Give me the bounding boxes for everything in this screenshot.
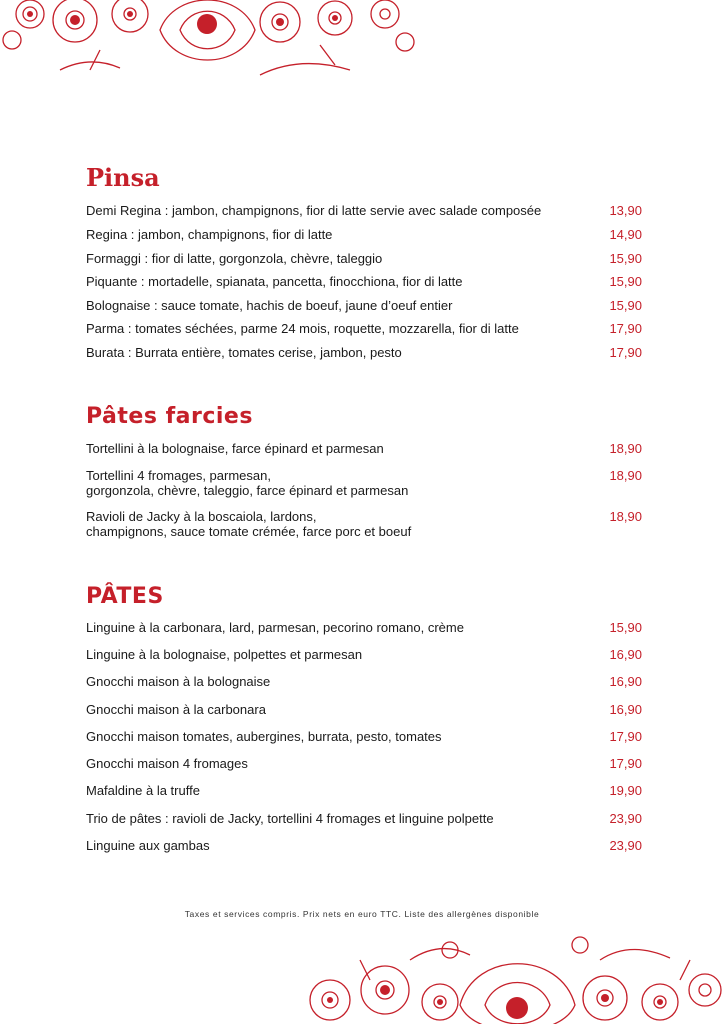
menu-item-description: Demi Regina : jambon, champignons, fior di latte servie avec salade composée: [86, 203, 542, 218]
menu-item-description: Burata : Burrata entière, tomates cerise, jambon, pesto: [86, 345, 402, 360]
menu-item-description: Parma : tomates séchées, parme 24 mois, roquette, mozzarella, fior di latte: [86, 321, 519, 336]
footer-note: Taxes et services compris. Prix nets en euro TTC. Liste des allergènes disponible: [184, 909, 540, 919]
section-title-pates-farcies: Pâtes farcies: [86, 404, 253, 429]
menu-item-description: Mafaldine à la truffe: [86, 783, 200, 798]
menu-item-description: Bolognaise : sauce tomate, hachis de boeuf, jaune d’oeuf entier: [86, 298, 453, 313]
menu-item-description: Tortellini 4 fromages, parmesan, gorgonzola, chèvre, taleggio, farce épinard et parmesan: [86, 468, 409, 498]
menu-item-description: Linguine aux gambas: [86, 838, 210, 853]
section-title-pates: PÂTES: [86, 584, 164, 609]
menu-item-description: Linguine à la carbonara, lard, parmesan, pecorino romano, crème: [86, 620, 464, 635]
menu-item-price: 15,90: [609, 298, 642, 313]
menu-item-description: Gnocchi maison tomates, aubergines, burrata, pesto, tomates: [86, 729, 442, 744]
menu-item-price: 16,90: [609, 674, 642, 689]
menu-item-price: 18,90: [609, 441, 642, 456]
menu-item-price: 18,90: [609, 468, 642, 483]
menu-item-price: 15,90: [609, 251, 642, 266]
menu-item-price: 17,90: [609, 321, 642, 336]
menu-item-price: 13,90: [609, 203, 642, 218]
menu-item-price: 15,90: [609, 274, 642, 289]
menu-item-description: Linguine à la bolognaise, polpettes et parmesan: [86, 647, 363, 662]
menu-item-description: Tortellini à la bolognaise, farce épinard et parmesan: [86, 441, 384, 456]
menu-item-description: Formaggi : fior di latte, gorgonzola, chèvre, taleggio: [86, 251, 383, 266]
menu-item-description: Ravioli de Jacky à la boscaiola, lardons, champignons, sauce tomate crémée, farce porc et boeuf: [86, 509, 412, 539]
menu-item-price: 16,90: [609, 702, 642, 717]
menu-item-description: Regina : jambon, champignons, fior di latte: [86, 227, 333, 242]
menu-item-price: 18,90: [609, 509, 642, 524]
menu-item-price: 23,90: [609, 811, 642, 826]
floral-border-icon: [0, 0, 420, 90]
menu-item-price: 17,90: [609, 756, 642, 771]
section-title-pinsa: Pinsa: [86, 163, 160, 192]
menu-item-description: Gnocchi maison à la carbonara: [86, 702, 266, 717]
menu-item-description: Trio de pâtes : ravioli de Jacky, tortellini 4 fromages et linguine polpette: [86, 811, 494, 826]
menu-item-description: Gnocchi maison 4 fromages: [86, 756, 248, 771]
menu-item-price: 17,90: [609, 729, 642, 744]
menu-item-description: Piquante : mortadelle, spianata, pancetta, finocchiona, fior di latte: [86, 274, 463, 289]
menu-item-description: Gnocchi maison à la bolognaise: [86, 674, 271, 689]
menu-item-price: 15,90: [609, 620, 642, 635]
menu-item-price: 17,90: [609, 345, 642, 360]
floral-border-icon: [300, 930, 724, 1024]
menu-item-price: 23,90: [609, 838, 642, 853]
menu-item-price: 14,90: [609, 227, 642, 242]
menu-item-price: 16,90: [609, 647, 642, 662]
menu-item-price: 19,90: [609, 783, 642, 798]
